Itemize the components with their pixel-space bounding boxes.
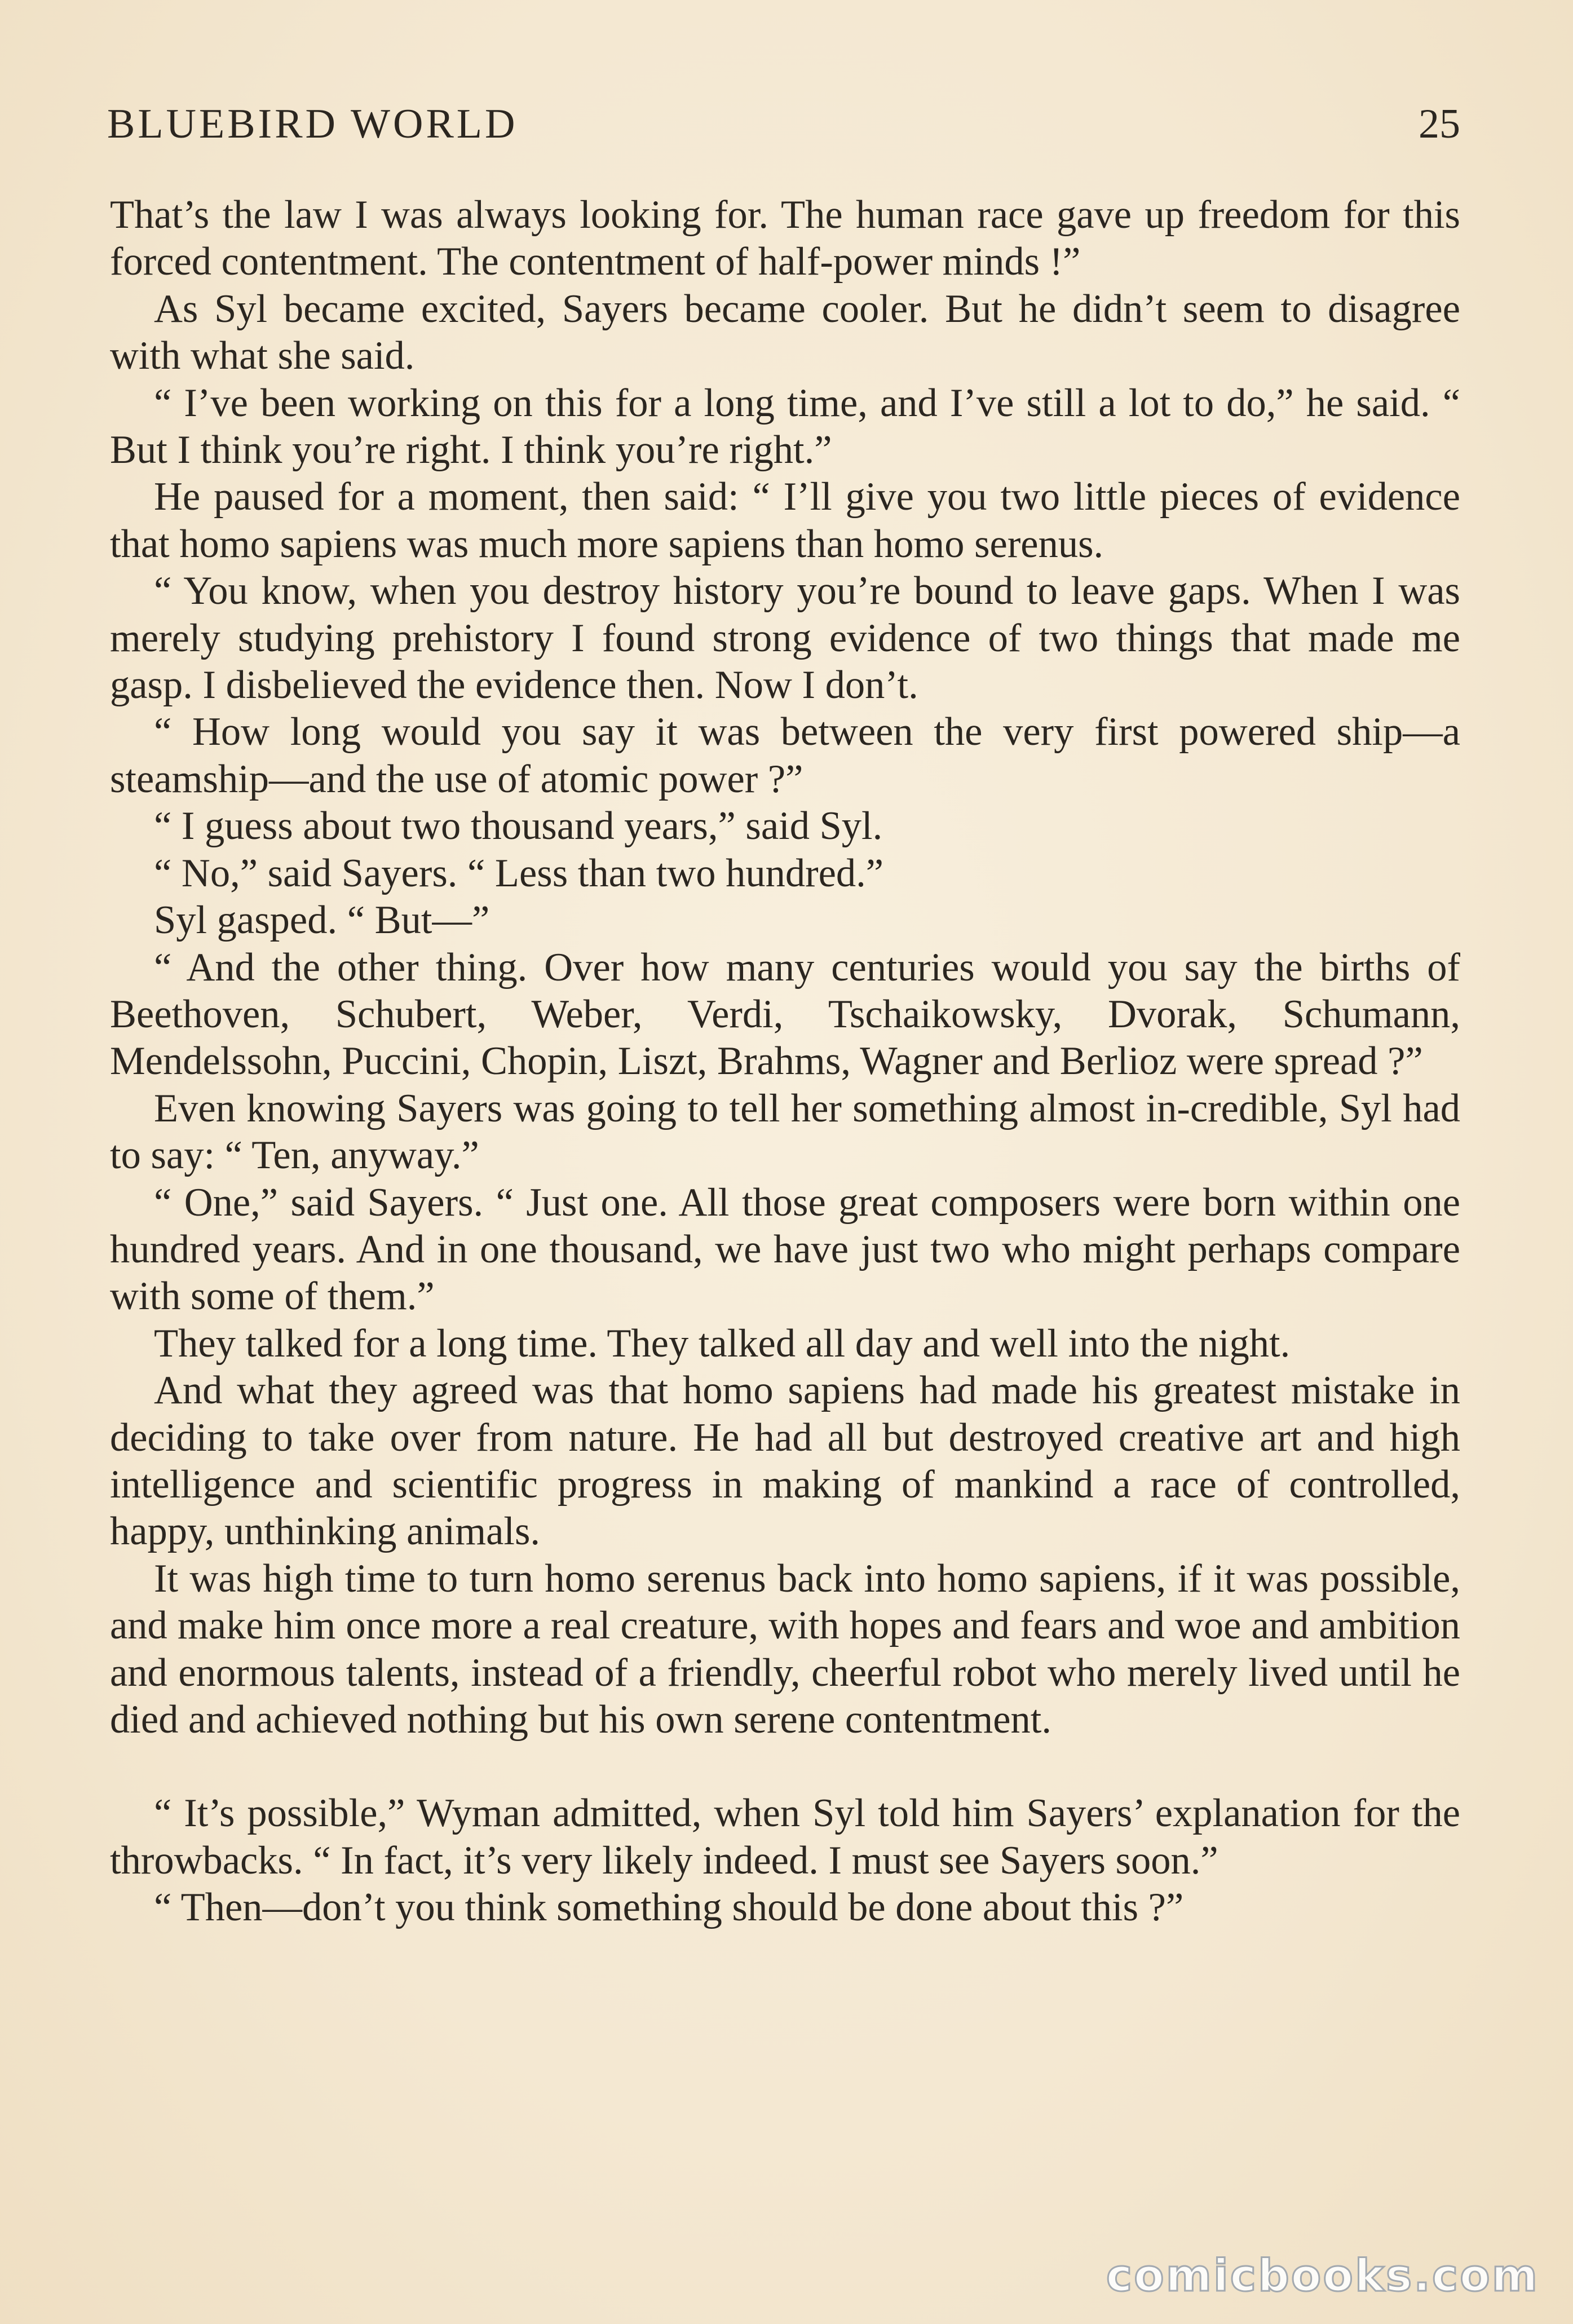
paragraph: “ I’ve been working on this for a long time, and I’ve still a lot to do,” he said. “ But I think you’re right. I think you’re right.”: [110, 381, 1460, 472]
paragraph: “ How long would you say it was between the very first powered ship—a steamship—and the use of atomic power ?”: [110, 710, 1460, 801]
paragraph: “ Then—don’t you think something should be done about this ?”: [154, 1885, 1184, 1930]
paragraph: That’s the law I was always looking for. The human race gave up freedom for this forced contentment. The contentment of half-power minds !”: [110, 193, 1460, 284]
watermark: comicbooks.com: [1106, 2251, 1539, 2301]
paragraph: And what they agreed was that homo sapiens had made his greatest mistake in deciding to take over from nature. He had all but destroyed creative art and high intelligence and scientific progress in making of mankind a race of controlled, happy, unthinking animals.: [110, 1368, 1460, 1554]
paragraph: Even knowing Sayers was going to tell her something almost in-credible, Syl had to say: “ Ten, anyway.”: [110, 1086, 1460, 1178]
running-head: BLUEBIRD WORLD: [107, 101, 518, 147]
paragraph: “ And the other thing. Over how many centuries would you say the births of Beethoven, Schubert, Weber, Verdi, Tschaikowsky, Dvorak, Schumann, Mendelssohn, Puccini, Chopin, Liszt, Brahms, Wagner and Berlioz were spread ?”: [110, 945, 1460, 1084]
paragraph: As Syl became excited, Sayers became cooler. But he didn’t seem to disagree with what she said.: [110, 286, 1460, 378]
page-number: 25: [1419, 101, 1460, 147]
paragraph: “ It’s possible,” Wyman admitted, when Syl told him Sayers’ explanation for the throwbacks. “ In fact, it’s very likely indeed. I must see Sayers soon.”: [110, 1791, 1460, 1883]
paragraph: “ No,” said Sayers. “ Less than two hundred.”: [154, 851, 884, 895]
paragraph: “ I guess about two thousand years,” said Syl.: [154, 804, 883, 849]
paragraph: “ One,” said Sayers. “ Just one. All those great composers were born within one hundred years. And in one thousand, we have just two who might perhaps compare with some of them.”: [110, 1180, 1460, 1319]
paragraph: “ You know, when you destroy history you’re bound to leave gaps. When I was merely studying prehistory I found strong evidence of two things that made me gasp. I disbelieved the evidence then. Now I don’t.: [110, 569, 1460, 708]
paragraph: It was high time to turn homo serenus back into homo sapiens, if it was possible, and make him once more a real creature, with hopes and fears and woe and ambition and enormous talents, instead of a friendly, cheerful robot who merely lived until he died and achieved nothing but his own serene contentment.: [110, 1556, 1460, 1742]
paragraph: Syl gasped. “ But—”: [154, 898, 490, 943]
paragraph: He paused for a moment, then said: “ I’ll give you two little pieces of evidence that homo sapiens was much more sapiens than homo serenus.: [110, 475, 1460, 566]
page-header: [107, 96, 1460, 152]
body-text: [110, 192, 1460, 1932]
paragraph: They talked for a long time. They talked all day and well into the night.: [154, 1321, 1291, 1366]
